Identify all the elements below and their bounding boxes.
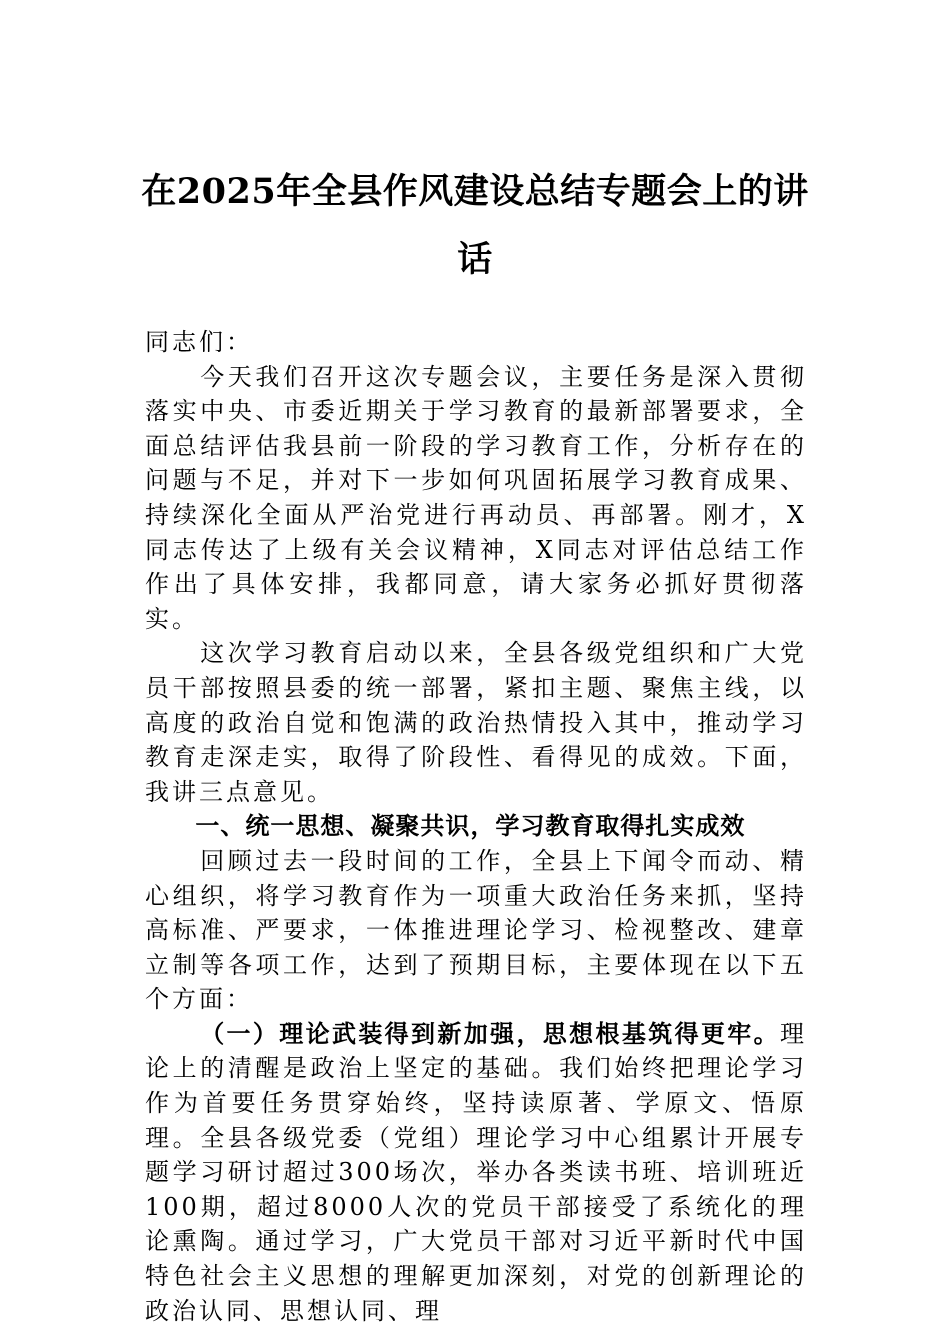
paragraph-theory (145, 1017, 807, 1328)
paragraph-opening: 今天我们召开这次专题会议，主要任务是深入贯彻落实中央、市委近期关于学习教育的最新部署要求，全面总结评估我县前一阶段的学习教育工作，分析存在的问题与不足，并对下一步如何巩固拓展学习教育成果、持续深化全面从严治党进行再动员、再部署。刚才，X同志传达了上级有关会议精神，X同志对评估总结工作作出了具体安排，我都同意，请大家务必抓好贯彻落实。 (145, 362, 807, 633)
section-heading-1: 一、统一思想、凝聚共识，学习教育取得扎实成效 (195, 812, 746, 841)
document-title: 在2025年全县作风建设总结专题会上的讲话 (141, 171, 809, 280)
paragraph-theory-text: 理论上的清醒是政治上坚定的基础。我们始终把理论学习作为首要任务贯穿始终，坚持读原著、学原文、悟原理。全县各级党委（党组）理论学习中心组累计开展专题学习研讨超过300场次，举办各类读书班、培训班近100期，超过8000人次的党员干部接受了系统化的理论熏陶。通过学习，广大党员干部对习近平新时代中国特色社会主义思想的理解更加深刻，对党的创新理论的政治认同、思想认同、理 (145, 1019, 807, 1325)
document-body (145, 325, 807, 1328)
paragraph-review: 回顾过去一段时间的工作，全县上下闻令而动、精心组织，将学习教育作为一项重大政治任务来抓，坚持高标准、严要求，一体推进理论学习、检视整改、建章立制等各项工作，达到了预期目标，主要体现在以下五个方面： (145, 846, 807, 1014)
paragraph-overview: 这次学习教育启动以来，全县各级党组织和广大党员干部按照县委的统一部署，紧扣主题、聚焦主线，以高度的政治自觉和饱满的政治热情投入其中，推动学习教育走深走实，取得了阶段性、看得见的成效。下面，我讲三点意见。 (145, 639, 807, 806)
salutation: 同志们： (145, 328, 253, 356)
subheading-1: （一）理论武装得到新加强，思想根基筑得更牢。 (200, 1019, 780, 1048)
